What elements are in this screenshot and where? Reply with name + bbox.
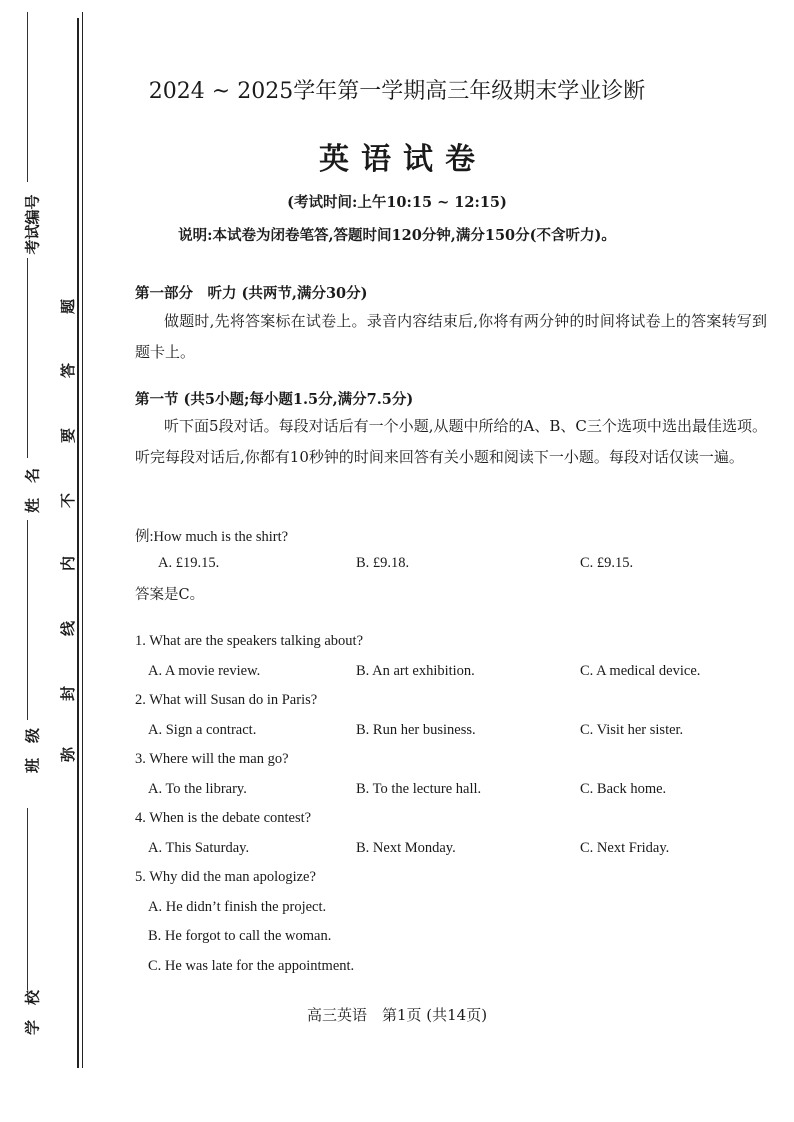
q5-option-b: B. He forgot to call the woman. bbox=[148, 928, 332, 944]
q5-option-a: A. He didn’t finish the project. bbox=[148, 899, 327, 915]
exam-note: 说明:本试卷为闭卷笔答,答题时间120分钟,满分150分(不含听力)。 bbox=[178, 227, 616, 244]
section1-instruction: 听下面5段对话。每段对话后有一个小题,从题中所给的A、B、C三个选项中选出最佳选项。听完每段对话后,你都有10秒钟的时间来回答有关小题和阅读下一小题。每段对话仅读一遍。 bbox=[135, 417, 767, 466]
q1-option-b: B. An art exhibition. bbox=[356, 663, 475, 679]
seal-char: 答 bbox=[59, 362, 78, 379]
seal-char: 线 bbox=[59, 620, 78, 637]
seal-char: 不 bbox=[59, 492, 78, 509]
page-footer: 高三英语 第1页 (共14页) bbox=[306, 1006, 488, 1024]
q1-option-a: A. A movie review. bbox=[148, 663, 261, 679]
seal-char: 要 bbox=[59, 427, 78, 444]
seal-char: 题 bbox=[59, 298, 78, 315]
example-question: 例:How much is the shirt? bbox=[135, 529, 289, 545]
question-1: 1. What are the speakers talking about? bbox=[135, 633, 364, 649]
school-label: 学 校 bbox=[23, 990, 42, 1036]
seal-char: 内 bbox=[59, 555, 78, 572]
q2-option-a: A. Sign a contract. bbox=[148, 722, 257, 738]
q2-option-c: C. Visit her sister. bbox=[580, 722, 684, 738]
part1-instruction: 做题时,先将答案标在试卷上。录音内容结束后,你将有两分钟的时间将试卷上的答案转写到题卡上。 bbox=[135, 312, 767, 361]
question-4: 4. When is the debate contest? bbox=[135, 810, 312, 826]
name-line[interactable] bbox=[27, 258, 28, 458]
example-option-a: A. £19.15. bbox=[158, 555, 220, 571]
seal-char: 弥 bbox=[59, 746, 78, 763]
q5-option-c: C. He was late for the appointment. bbox=[148, 958, 355, 974]
q3-option-c: C. Back home. bbox=[580, 781, 667, 797]
question-5: 5. Why did the man apologize? bbox=[135, 869, 316, 885]
example-answer: 答案是C。 bbox=[135, 587, 205, 603]
class-line[interactable] bbox=[27, 520, 28, 720]
question-2: 2. What will Susan do in Paris? bbox=[135, 692, 318, 708]
exam-title: 2024 ~ 2025学年第一学期高三年级期末学业诊断 bbox=[148, 79, 646, 104]
seal-char: 封 bbox=[59, 685, 78, 702]
section1-heading: 第一节 (共5小题;每小题1.5分,满分7.5分) bbox=[135, 391, 414, 408]
example-option-c: C. £9.15. bbox=[580, 555, 634, 571]
question-3: 3. Where will the man go? bbox=[135, 751, 289, 767]
class-label: 班 级 bbox=[23, 728, 42, 774]
q3-option-b: B. To the lecture hall. bbox=[356, 781, 482, 797]
q4-option-b: B. Next Monday. bbox=[356, 840, 456, 856]
part1-heading: 第一部分 听力 (共两节,满分30分) bbox=[135, 285, 368, 302]
subject-title: 英语试卷 bbox=[319, 142, 487, 177]
q1-option-c: C. A medical device. bbox=[580, 663, 701, 679]
q4-option-c: C. Next Friday. bbox=[580, 840, 670, 856]
q3-option-a: A. To the library. bbox=[148, 781, 247, 797]
name-label: 姓 名 bbox=[23, 468, 42, 514]
exam-number-label: 考试编号 bbox=[23, 194, 42, 255]
q2-option-b: B. Run her business. bbox=[356, 722, 476, 738]
school-line[interactable] bbox=[27, 808, 28, 990]
example-option-b: B. £9.18. bbox=[356, 555, 410, 571]
exam-time: (考试时间:上午10:15 ~ 12:15) bbox=[287, 194, 507, 211]
q4-option-a: A. This Saturday. bbox=[148, 840, 250, 856]
